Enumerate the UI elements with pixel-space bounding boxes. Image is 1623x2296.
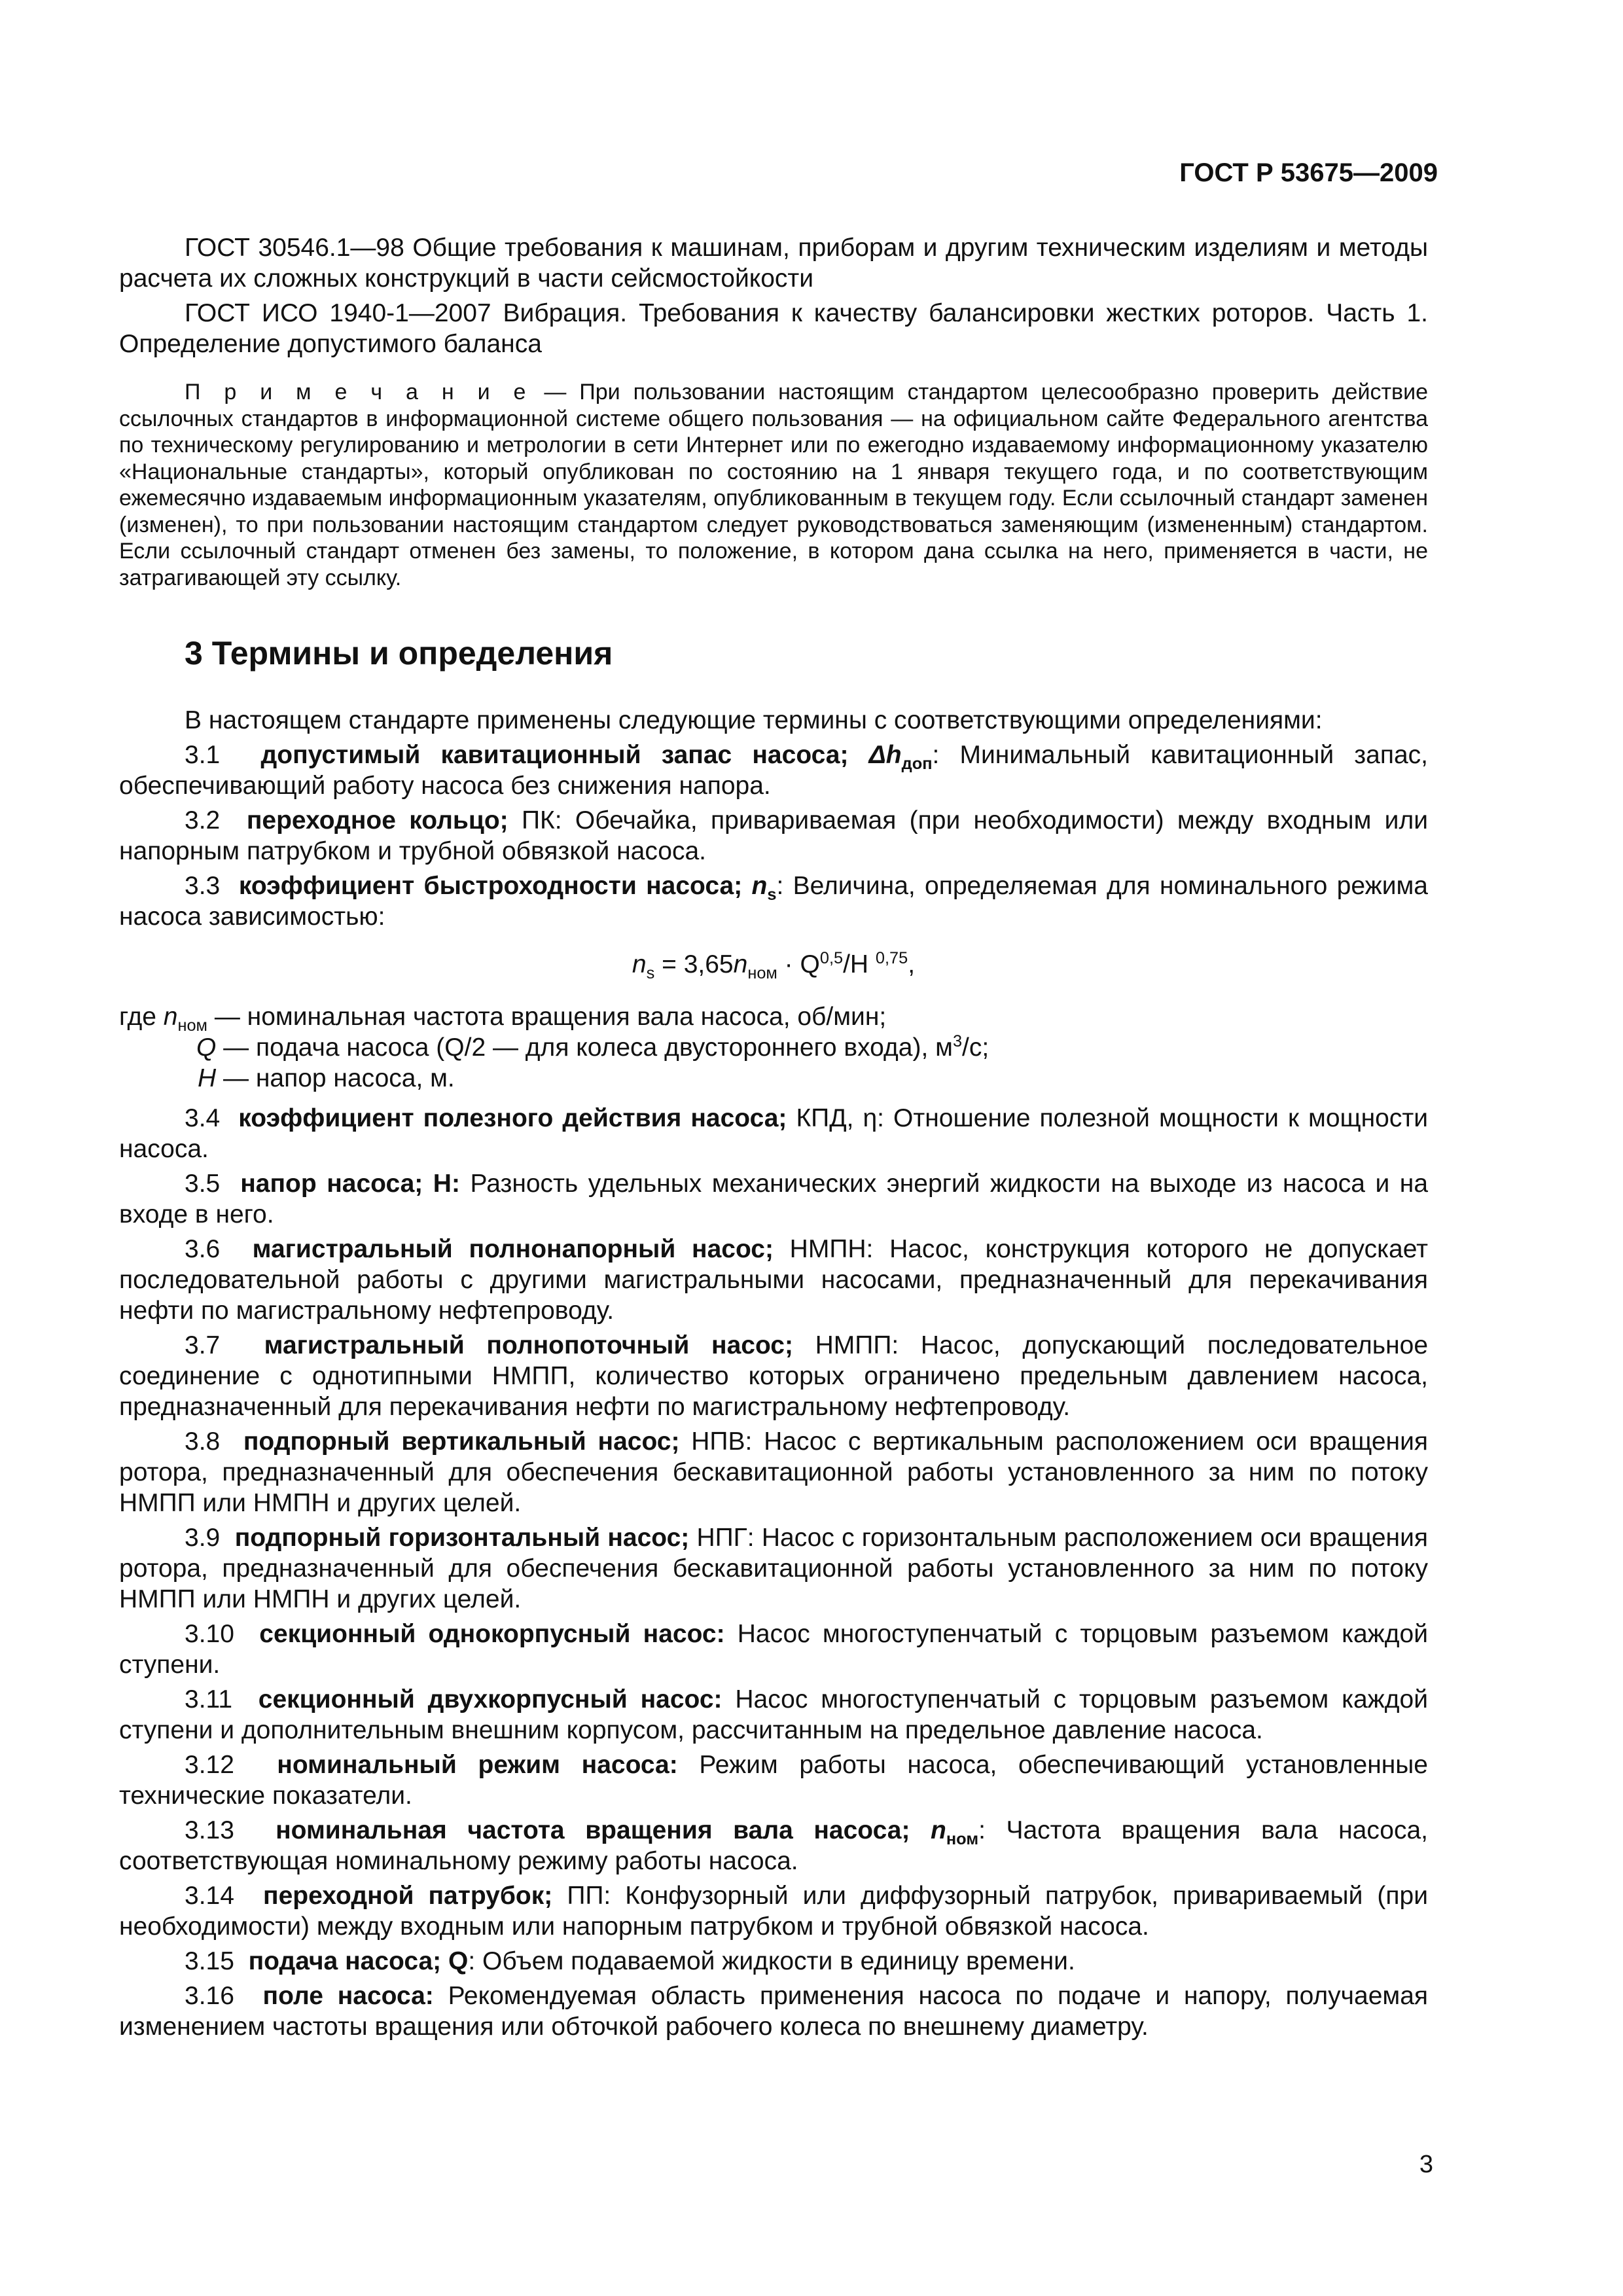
term-name: подпорный горизонтальный насос; xyxy=(234,1524,690,1552)
term-name: переходное кольцо; xyxy=(246,806,508,834)
term-3-7: 3.7 магистральный полнопоточный насос; НМПП: Насос, допускающий последовательное соединение с однотипными НМПП, количество которых ограничено предельным давлением насоса, предназначенный для перекачивания нефти по магистральному нефтепроводу. xyxy=(119,1331,1429,1421)
term-3-5: 3.5 напор насоса; H: Разность удельных механических энергий жидкости на выходе из насоса и на входе в него. xyxy=(119,1170,1429,1229)
term-3-15: 3.15 подача насоса; Q: Объем подаваемой жидкости в единицу времени. xyxy=(185,1947,1075,1975)
formula-ns: $n_s = 3,65n_{ном} \cdot Q^{0,5}/H$ $^{0,75}$, xyxy=(632,949,916,982)
term-3-3: 3.3 коэффициент быстроходности насоса; $n_s$: Величина, определяемая для номинального режима насоса зависимостью: xyxy=(119,872,1428,931)
term-name: переходной патрубок; xyxy=(263,1882,553,1910)
page-body xyxy=(119,232,1428,2046)
term-3-8: 3.8 подпорный вертикальный насос; НПВ: Насос с вертикальным расположением оси вращения ротора, предназначенный для обеспечения бескавитационной работы установленного за ним по потоку НМПП или НМПН и других целей. xyxy=(119,1427,1428,1517)
formula-legend: где $n_{ном}$ — номинальная частота вращения вала насоса, об/мин; Q — подача насоса (Q/2 — для колеса двустороннего входа), $м^3/с$; H — напор насоса, м. xyxy=(119,1003,990,1092)
note-text: — При пользовании настоящим стандартом целесообразно проверить действие ссылочных стандартов в информационной системе общего пользования — на официальном сайте Федерального агентства по техническому регулированию и метрологии в сети Интернет или по ежегодно издаваемому информационному указателю «Национальные стандарты», который опубликован по состоянию на 1 января текущего года, и по соответствующим ежемесячно издаваемым информационным указателям, опубликованным в текущем году. Если ссылочный стандарт заменен (изменен), то при пользовании настоящим стандартом следует руководствоваться заменяющим (измененным) стандартом. Если ссылочный стандарт отменен без замены, то положение, в котором дана ссылка на него, применяется в части, не затрагивающей эту ссылку. xyxy=(119,380,1428,590)
term-3-9: 3.9 подпорный горизонтальный насос; НПГ: Насос с горизонтальным расположением оси вращения ротора, предназначенный для обеспечения бескавитационной работы установленного за ним по потоку НМПП или НМПН и других целей. xyxy=(119,1524,1428,1613)
term-name: подпорный вертикальный насос; xyxy=(243,1427,680,1456)
term-name: напор насоса; H: xyxy=(240,1170,460,1198)
page-number: 3 xyxy=(1419,2151,1433,2178)
term-3-16: 3.16 поле насоса: Рекомендуемая область применения насоса по подаче и напору, получаемая изменением частоты вращения или обточкой рабочего колеса по внешнему диаметру. xyxy=(119,1982,1428,2041)
term-name: секционный однокорпусный насос: xyxy=(259,1620,725,1648)
document-code-header: ГОСТ Р 53675—2009 xyxy=(1179,158,1438,187)
term-3-1: 3.1 допустимый кавитационный запас насоса; $\Delta h_{доп}$: Минимальный кавитационный запас, обеспечивающий работу насоса без снижения напора. xyxy=(119,741,1429,800)
intro-text: В настоящем стандарте применены следующие термины с соответствующими определениями: xyxy=(185,706,1323,734)
term-3-10: 3.10 секционный однокорпусный насос: Насос многоступенчатый с торцовым разъемом каждой ступени. xyxy=(119,1620,1428,1679)
note-label: П р и м е ч а н и е xyxy=(185,380,531,404)
note-paragraph xyxy=(119,379,1428,591)
term-name: допустимый кавитационный запас насоса; xyxy=(260,741,869,769)
term-name: секционный двухкорпусный насос: xyxy=(258,1685,722,1713)
term-3-2: 3.2 переходное кольцо; ПК: Обечайка, привариваемая (при необходимости) между входным или напорным патрубком и трубной обвязкой насоса. xyxy=(119,806,1429,865)
term-3-11: 3.11 секционный двухкорпусный насос: Насос многоступенчатый с торцовым разъемом каждой ступени и дополнительным внешним корпусом, рассчитанным на предельное давление насоса. xyxy=(119,1685,1428,1744)
term-name: коэффициент полезного действия насоса; xyxy=(238,1104,787,1132)
reference-1: ГОСТ 30546.1—98 Общие требования к машинам, приборам и другим техническим изделиям и методы расчета их сложных конструкций в части сейсмостойкости xyxy=(119,234,1428,293)
term-name: номинальный режим насоса: xyxy=(277,1751,678,1779)
term-3-4: 3.4 коэффициент полезного действия насоса; КПД, η: Отношение полезной мощности к мощности насоса. xyxy=(119,1104,1429,1163)
term-name: номинальная частота вращения вала насоса; xyxy=(276,1816,931,1844)
term-name: подача насоса; Q xyxy=(248,1947,469,1975)
term-name: поле насоса: xyxy=(262,1982,434,2010)
term-3-13: 3.13 номинальная частота вращения вала насоса; $n_{ном}$: Частота вращения вала насоса, соответствующая номинальному режиму работы насоса. xyxy=(119,1816,1428,1875)
term-name: магистральный полнонапорный насос; xyxy=(252,1235,774,1263)
term-name: коэффициент быстроходности насоса; xyxy=(238,872,752,900)
term-name: магистральный полнопоточный насос; xyxy=(264,1331,793,1359)
term-3-6: 3.6 магистральный полнонапорный насос; НМПН: Насос, конструкция которого не допускает последовательной работы с другими магистральными насосами, предназначенный для перекачивания нефти по магистральному нефтепроводу. xyxy=(119,1235,1428,1325)
term-3-12: 3.12 номинальный режим насоса: Режим работы насоса, обеспечивающий установленные технические показатели. xyxy=(119,1751,1428,1810)
section-title: 3 Термины и определения xyxy=(185,635,613,672)
reference-2: ГОСТ ИСО 1940-1—2007 Вибрация. Требования к качеству балансировки жестких роторов. Часть 1. Определение допустимого баланса xyxy=(119,299,1428,358)
term-3-14: 3.14 переходной патрубок; ПП: Конфузорный или диффузорный патрубок, привариваемый (при необходимости) между входным или напорным патрубком и трубной обвязкой насоса. xyxy=(119,1882,1429,1941)
